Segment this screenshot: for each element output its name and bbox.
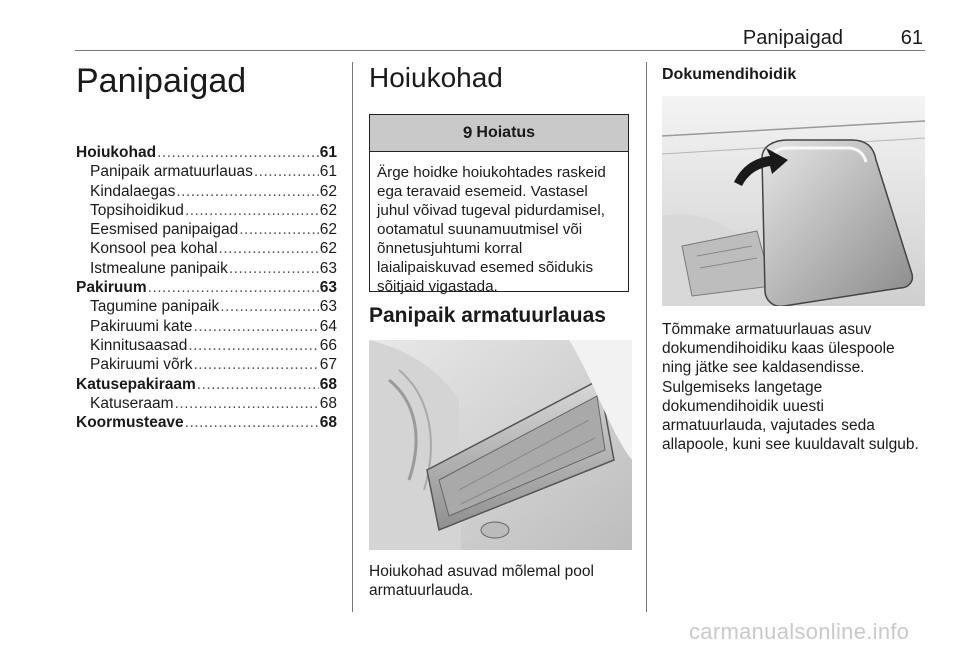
table-of-contents [76,143,337,432]
header-page-number: 61 [900,27,923,49]
toc-entry[interactable] [76,297,337,316]
document-holder-illustration [662,96,925,306]
glovebox-caption: Hoiukohad asuvad mõlemal pool armatuurlauda. [369,563,594,599]
toc-entry[interactable] [76,239,337,258]
toc-entry-page: 63 [319,259,337,277]
toc-entry-label: Eesmised panipaigad [90,221,239,239]
column-divider-2 [646,62,647,612]
warning-box [369,114,629,295]
toc-entry[interactable] [76,413,337,432]
toc-entry-page: 64 [319,317,337,335]
toc-leader-dots [185,413,319,432]
toc-leader-dots [148,278,319,297]
toc-entry-page: 68 [319,375,337,393]
toc-leader-dots [197,375,319,394]
toc-leader-dots [185,201,319,220]
toc-leader-dots [219,239,319,258]
toc-entry-page: 68 [319,414,337,432]
warning-icon: 9 [462,123,473,142]
toc-entry-label: Kinnitusaasad [90,336,188,354]
toc-entry-label: Pakiruumi võrk [90,356,193,374]
section-title: Hoiukohad [369,62,503,93]
toc-entry[interactable] [76,143,337,162]
toc-entry[interactable] [76,317,337,336]
toc-entry[interactable] [76,278,337,297]
toc-entry-label: Topsihoidikud [90,201,184,219]
subheading-glovebox: Panipaik armatuurlauas [369,304,606,327]
toc-leader-dots [175,394,319,413]
toc-entry-label: Katusepakiraam [76,375,196,393]
toc-entry-label: Kindalaegas [90,182,176,200]
toc-entry-label: Istmealune panipaik [90,259,228,277]
toc-entry-label: Katuseraam [90,394,174,412]
toc-entry-page: 68 [319,394,337,412]
warning-header [370,115,628,152]
toc-leader-dots [157,143,319,162]
toc-entry-page: 62 [319,240,337,258]
page-header [75,0,925,51]
toc-entry-page: 66 [319,336,337,354]
toc-leader-dots [220,297,318,316]
warning-text: Ärge hoidke hoiukohtades raskeid ega teravaid esemeid. Vastasel juhul võivad tugeval pidurdamisel, ootamatul suunamuutmisel või õnnetusjuhtumi korral laialipaiskuvad esemed sõidukis sõitjaid vigastada. [377,164,606,295]
header-section-title: Panipaigad [742,27,843,49]
toc-entry-label: Pakiruum [76,279,147,297]
toc-entry-label: Konsool pea kohal [90,240,218,258]
toc-leader-dots [176,182,318,201]
toc-entry-label: Tagumine panipaik [90,298,220,316]
toc-entry-page: 63 [319,279,337,297]
toc-leader-dots [194,317,319,336]
toc-entry[interactable] [76,394,337,413]
toc-entry[interactable] [76,182,337,201]
toc-entry-label: Pakiruumi kate [90,317,193,335]
toc-leader-dots [254,162,319,181]
toc-leader-dots [239,220,319,239]
toc-entry-label: Panipaik armatuurlauas [90,163,253,181]
toc-leader-dots [229,259,319,278]
toc-entry[interactable] [76,220,337,239]
toc-entry-label: Koormusteave [76,414,184,432]
toc-entry-label: Hoiukohad [76,144,157,161]
warning-heading: Hoiatus [476,124,536,141]
subheading-document-holder: Dokumendihoidik [662,66,797,83]
column-divider-1 [352,62,353,612]
toc-entry-page: 67 [319,356,337,374]
document-holder-close-text: Sulgemiseks langetage dokumendihoidik uuesti armatuurlauda, vajutades seda allapoole, kuni see kuuldavalt sulgub. [662,379,919,453]
toc-entry-page: 63 [319,298,337,316]
document-holder-open-text: Tõmmake armatuurlauas asuv dokumendihoidiku kaas ülespoole ning jätke see kaldasendisse. [662,321,895,376]
toc-entry-page: 62 [319,182,337,200]
toc-entry-page: 61 [319,163,337,181]
toc-entry[interactable] [76,201,337,220]
toc-leader-dots [188,336,318,355]
toc-entry[interactable] [76,162,337,181]
toc-entry-page: 61 [319,144,337,161]
watermark: carmanualsonline.info [689,619,910,644]
toc-title: Panipaigad [76,62,247,100]
toc-entry[interactable] [76,375,337,394]
toc-entry-page: 62 [319,221,337,239]
dashboard-storage-illustration [369,340,632,550]
toc-leader-dots [194,355,319,374]
toc-entry[interactable] [76,355,337,374]
toc-entry[interactable] [76,336,337,355]
toc-entry[interactable] [76,259,337,278]
toc-entry-page: 62 [319,201,337,219]
